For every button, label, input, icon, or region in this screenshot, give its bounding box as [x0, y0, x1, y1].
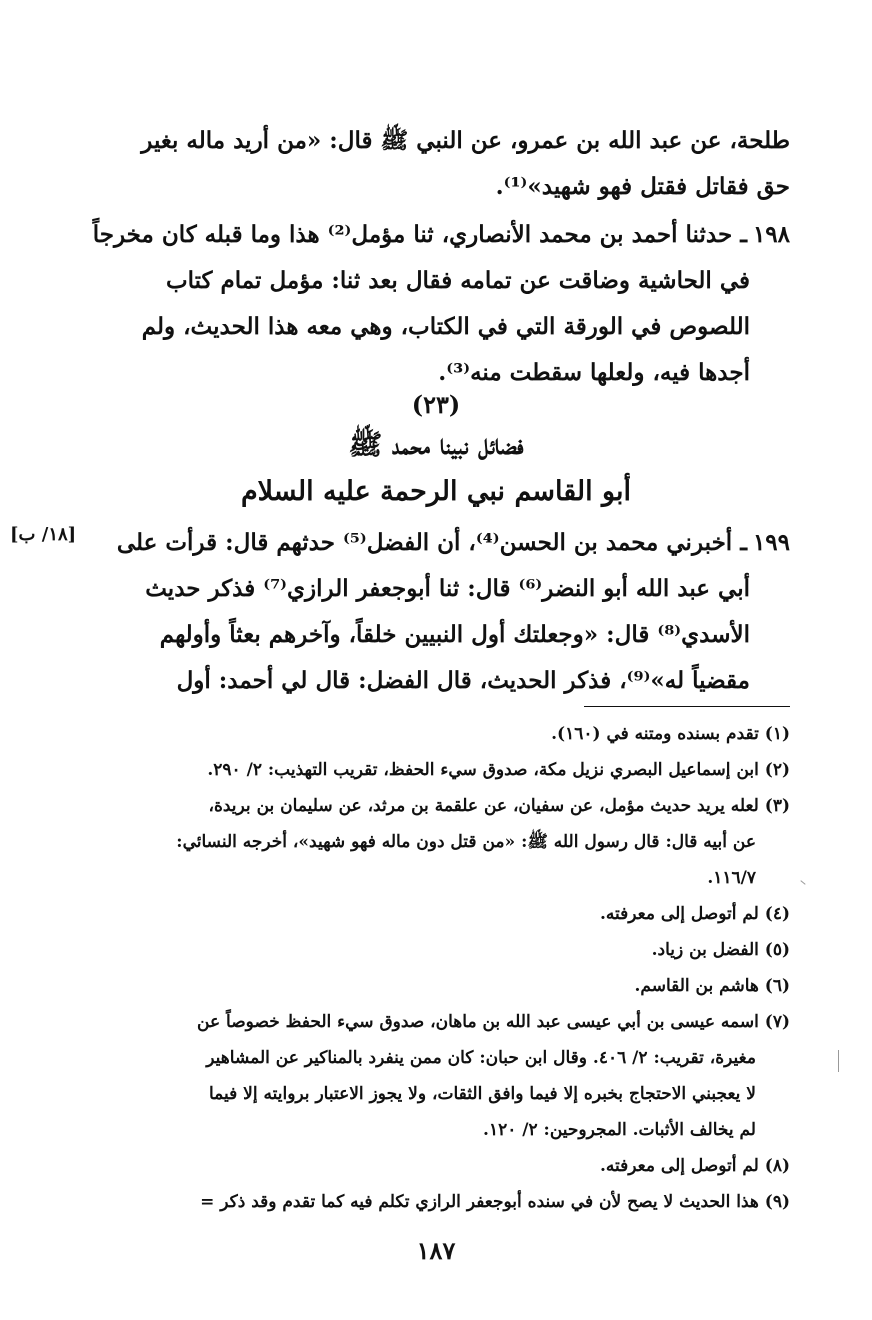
footnote-2: (٢) ابن إسماعيل البصري نزيل مكة، صدوق سيء الحفظ، تقريب التهذيب: ٢/ ٢٩٠.: [207, 760, 790, 780]
text-line: أجدها فيه، ولعلها سقطت منه⁽³⁾.: [438, 359, 750, 386]
text-line: اللصوص في الورقة التي في الكتاب، وهي معه هذا الحديث، ولم: [141, 313, 750, 340]
footnote-separator: [584, 706, 790, 707]
footnotes: [80, 716, 790, 1220]
text-line: في الحاشية وضاقت عن تمامه فقال بعد ثنا: مؤمل تمام كتاب: [165, 267, 750, 294]
footnote-8: (٨) لم أتوصل إلى معرفته.: [600, 1156, 790, 1176]
text-line: ـ أخبرني محمد بن الحسن⁽⁴⁾، أن الفضل⁽⁵⁾ حدثهم قال: قرأت على: [116, 529, 747, 556]
footnote-7: (٧) اسمه عيسى بن أبي عيسى عبد الله بن ماهان، صدوق سيء الحفظ خصوصاً عن: [197, 1012, 790, 1032]
footnote-7-cont: مغيرة، تقريب: ٢/ ٤٠٦. وقال ابن حبان: كان ممن ينفرد بالمناكير عن المشاهير: [206, 1048, 756, 1068]
text-line: أبي عبد الله أبو النضر⁽⁶⁾ قال: ثنا أبوجعفر الرازي⁽⁷⁾ فذكر حديث: [145, 575, 750, 602]
footnote-3-cont: عن أبيه قال: قال رسول الله ﷺ: «من قتل دون ماله فهو شهيد»، أخرجه النسائي:: [176, 832, 756, 852]
footnote-7-cont: لا يعجبني الاحتجاج بخبره إلا فيما وافق الثقات، ولا يجوز الاعتبار بروايته إلا فيما: [208, 1084, 756, 1104]
section-subtitle: أبو القاسم نبي الرحمة عليه السلام: [240, 476, 632, 507]
scan-artifact: [838, 1050, 839, 1072]
section-title: فضائل نبينا محمد ﷺ: [348, 428, 524, 461]
paragraph-continuation: [98, 118, 790, 210]
scan-artifact: [800, 880, 805, 885]
footnote-6: (٦) هاشم بن القاسم.: [634, 976, 790, 996]
footnote-4: (٤) لم أتوصل إلى معرفته.: [600, 904, 790, 924]
paragraph-number: ١٩٨: [752, 221, 790, 248]
text-line: حق فقاتل فقتل فهو شهيد»⁽¹⁾.: [495, 173, 790, 200]
page-number: ١٨٧: [416, 1236, 456, 1265]
text-line: طلحة، عن عبد الله بن عمرو، عن النبي ﷺ قال: «من أريد ماله بغير: [141, 127, 790, 154]
text-line: الأسدي⁽⁸⁾ قال: «وجعلتك أول النبيين خلقاً، وآخرهم بعثاً وأولهم: [159, 621, 750, 648]
footnote-5: (٥) الفضل بن زياد.: [651, 940, 790, 960]
section-number: (٢٣): [411, 390, 461, 419]
footnote-1: (١) تقدم بسنده ومتنه في (١٦٠).: [551, 724, 790, 744]
footnote-9: (٩) هذا الحديث لا يصح لأن في سنده أبوجعفر الرازي تكلم فيه كما تقدم وقد ذكر =: [200, 1192, 790, 1212]
paragraph-number: ١٩٩: [752, 529, 790, 556]
footnote-3: (٣) لعله يريد حديث مؤمل، عن سفيان، عن علقمة بن مرثد، عن سليمان بن بريدة،: [208, 796, 790, 816]
footnote-7-cont: لم يخالف الأثبات. المجروحين: ٢/ ١٢٠.: [483, 1120, 756, 1140]
footnote-3-cont: ١١٦/٧.: [707, 868, 756, 888]
manuscript-folio-marker: [١٨/ ب]: [10, 524, 77, 545]
text-line: ـ حدثنا أحمد بن محمد الأنصاري، ثنا مؤمل⁽²⁾ هذا وما قبله كان مخرجاً: [92, 221, 747, 248]
paragraph-198: [92, 212, 790, 396]
text-line: مقضياً له»⁽⁹⁾، فذكر الحديث، قال الفضل: قال لي أحمد: أول: [176, 667, 750, 694]
paragraph-199: [98, 520, 790, 704]
